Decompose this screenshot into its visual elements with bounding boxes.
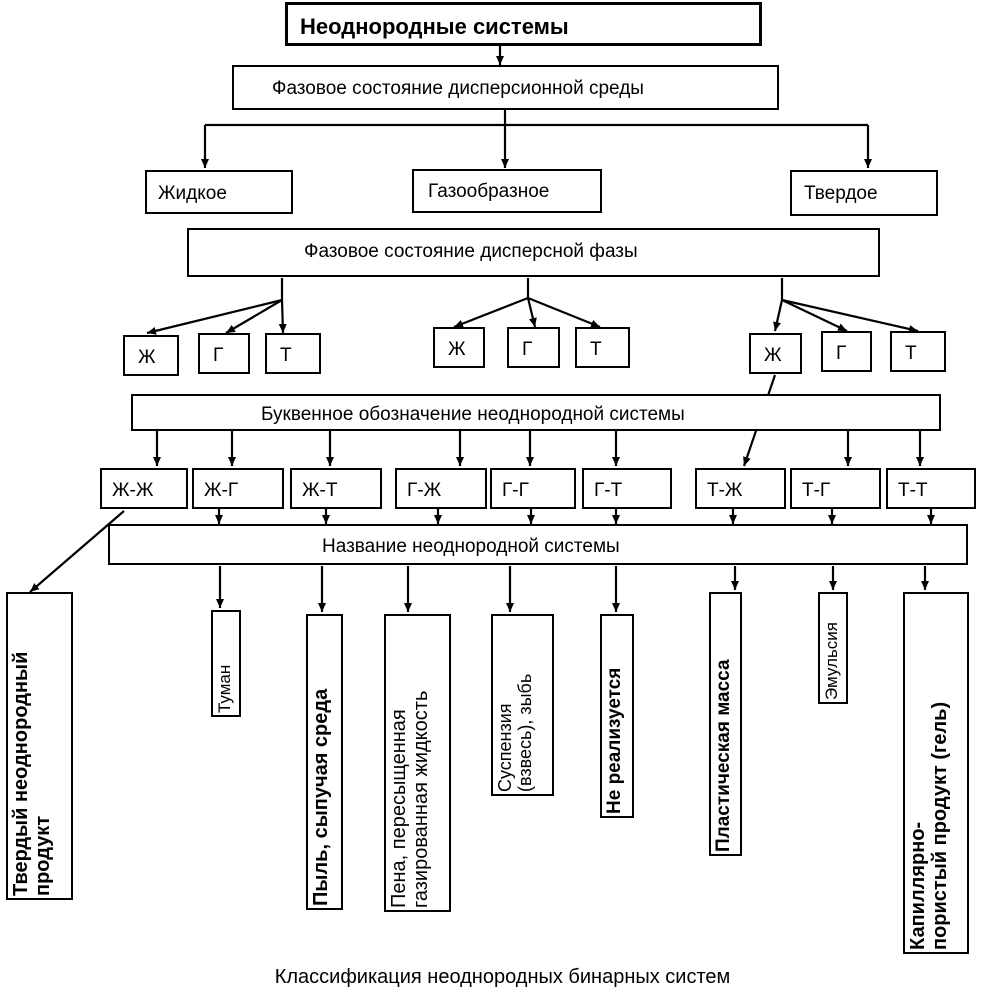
name-emulsion-line: Эмульсия	[822, 621, 841, 700]
phase-box-label: Г	[522, 339, 533, 360]
title-box	[285, 2, 762, 46]
name-not-realized-box	[600, 614, 634, 818]
code-box-label: Ж-Т	[302, 480, 338, 501]
phase-box	[265, 333, 321, 374]
name-dust-box	[306, 614, 343, 910]
phase-box	[123, 335, 179, 376]
name-foam-box	[384, 614, 451, 912]
dispersion-medium-label: Фазовое состояние дисперсионной среды	[272, 78, 644, 99]
title-label: Неоднородные системы	[300, 14, 569, 39]
name-solid-heterogeneous-line: продукт	[32, 815, 55, 896]
name-foam-line: газированная жидкость	[410, 690, 433, 908]
medium-liquid-box-label: Жидкое	[158, 183, 227, 204]
code-box	[100, 468, 188, 509]
phase-box	[433, 327, 485, 368]
name-not-realized-line: Не реализуется	[604, 667, 625, 814]
medium-gaseous-box-label: Газообразное	[428, 181, 550, 202]
code-box	[790, 468, 881, 509]
phase-box-label: Ж	[138, 347, 156, 368]
phase-box-label: Ж	[448, 339, 466, 360]
medium-liquid-box	[145, 170, 293, 214]
phase-box	[198, 333, 250, 374]
dispersed-phase-box	[187, 228, 880, 277]
code-box-label: Т-Г	[802, 480, 831, 501]
phase-box-label: Г	[836, 343, 847, 364]
phase-box	[575, 327, 630, 368]
code-box-label: Ж-Г	[204, 480, 239, 501]
name-capillary-gel-line: Капиллярно-	[907, 821, 929, 950]
name-solid-heterogeneous-line: Твердый неоднородный	[10, 651, 32, 896]
name-suspension-line: (взвесь), зыбь	[515, 673, 536, 792]
code-box-label: Т-Ж	[707, 480, 743, 501]
letter-notation-box	[131, 394, 941, 431]
name-capillary-gel-line: пористый продукт (гель)	[929, 701, 952, 950]
phase-box	[749, 333, 802, 374]
name-capillary-gel-box	[903, 592, 969, 954]
name-foam-line: Пена, пересыщенная	[388, 709, 410, 908]
code-box-label: Т-Т	[898, 480, 928, 501]
code-box	[886, 468, 976, 509]
medium-solid-box	[790, 170, 938, 216]
code-box-label: Г-Г	[502, 480, 529, 501]
code-box-label: Г-Ж	[407, 480, 442, 501]
system-name-box	[108, 524, 968, 565]
letter-notation-label: Буквенное обозначение неоднородной системы	[261, 404, 685, 425]
code-box	[695, 468, 786, 509]
phase-box-label: Ж	[764, 345, 782, 366]
name-plastic-mass-box	[709, 592, 742, 856]
name-plastic-mass-line: Пластическая масса	[713, 659, 734, 852]
dispersed-phase-label: Фазовое состояние дисперсной фазы	[304, 241, 638, 262]
phase-box-label: Т	[905, 343, 917, 364]
name-suspension-box	[491, 614, 554, 796]
phase-box-label: Т	[280, 345, 292, 366]
code-box	[192, 468, 284, 509]
code-box-label: Г-Т	[594, 480, 623, 501]
medium-gaseous-box	[412, 169, 602, 213]
phase-box	[890, 331, 946, 372]
name-emulsion-box	[818, 592, 848, 704]
system-name-label: Название неоднородной системы	[322, 536, 620, 557]
code-box	[582, 468, 672, 509]
name-suspension-line: Суспензия	[495, 703, 515, 792]
diagram-caption: Классификация неоднородных бинарных систем	[274, 966, 731, 988]
name-solid-heterogeneous-box	[6, 592, 73, 900]
phase-box-label: Т	[590, 339, 602, 360]
code-box	[395, 468, 487, 509]
code-box-label: Ж-Ж	[112, 480, 154, 501]
phase-box	[507, 327, 560, 368]
code-box	[290, 468, 382, 509]
dispersion-medium-box	[232, 65, 779, 110]
name-fog-line: Туман	[215, 664, 234, 713]
phase-box-label: Г	[213, 345, 224, 366]
name-dust-line: Пыль, сыпучая среда	[310, 688, 332, 906]
phase-box	[821, 331, 872, 372]
code-box	[490, 468, 576, 509]
medium-solid-box-label: Твердое	[804, 183, 878, 204]
name-fog-box	[211, 610, 241, 717]
